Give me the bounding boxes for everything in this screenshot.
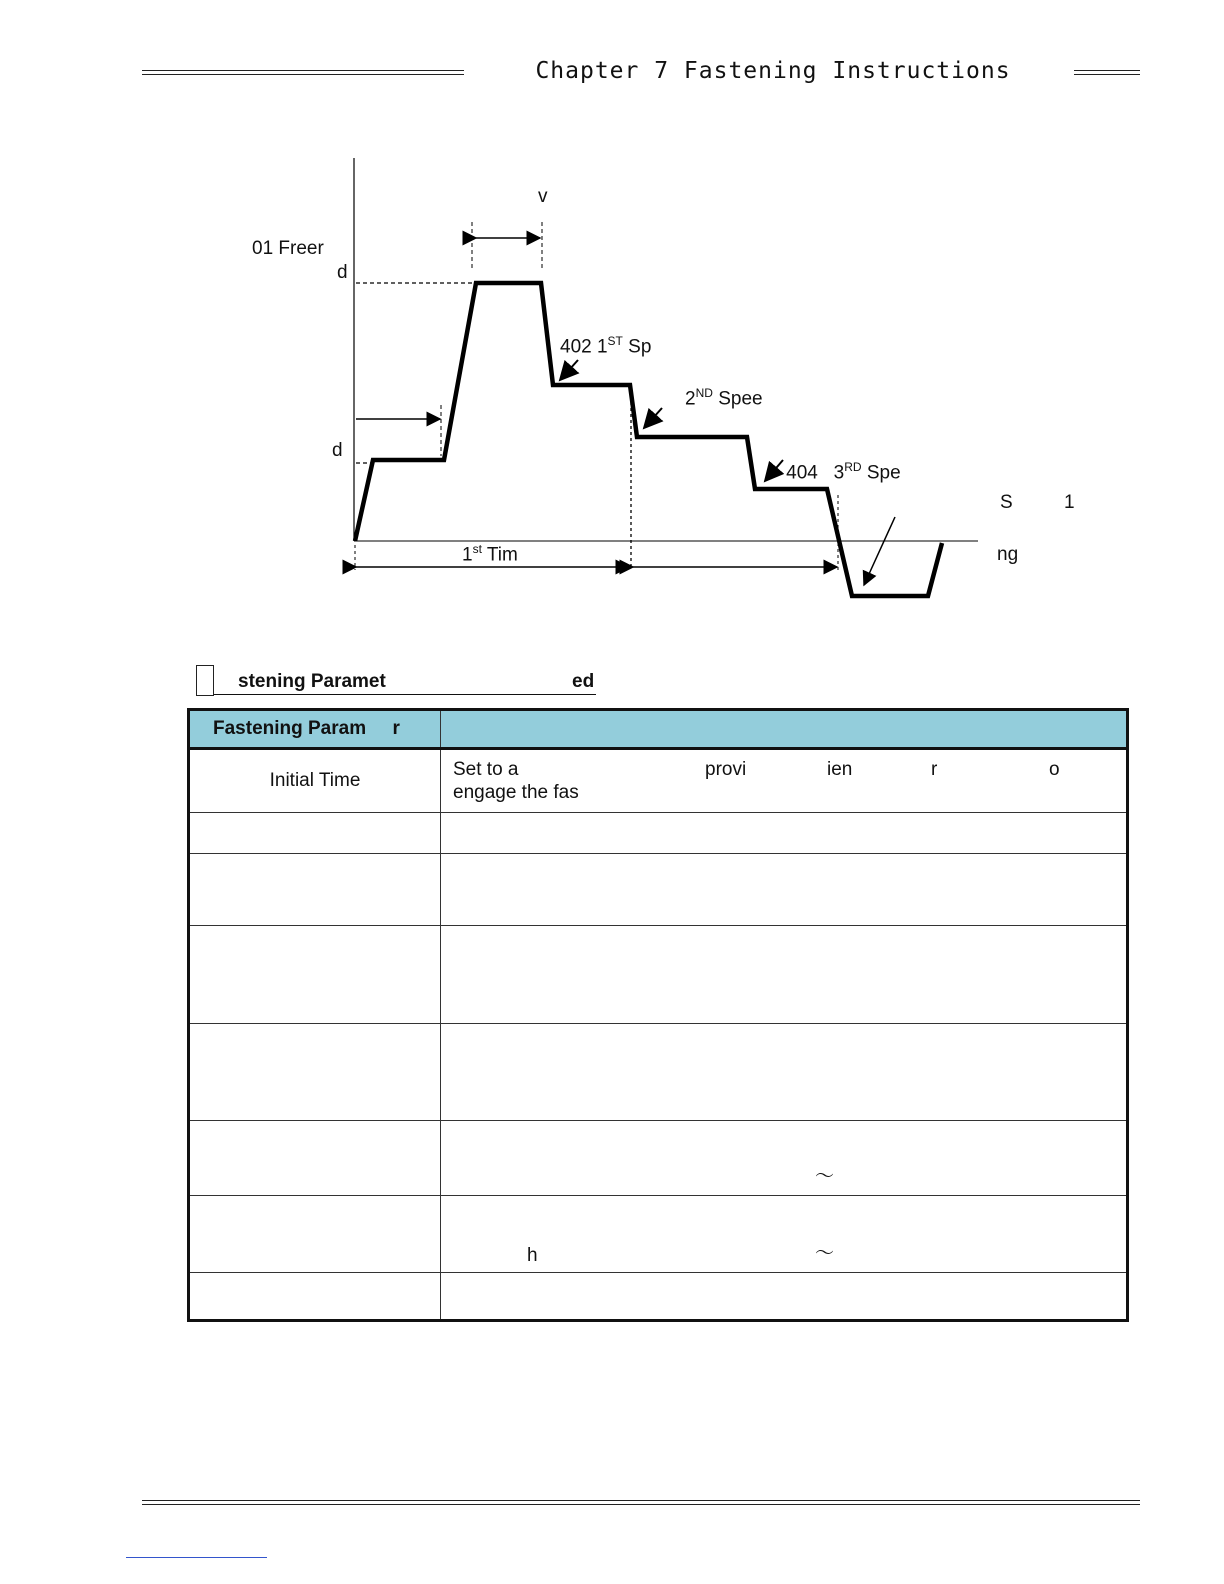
desc-frag: o [1049,759,1060,780]
label-first-time [460,542,520,566]
label-404-tail: Spe [861,462,901,484]
label-2nd-tail: Spee [712,388,763,410]
label-2nd-text: 2 [685,388,696,410]
row-name [189,926,441,1024]
row-desc [441,1196,1128,1273]
arrow-reverse [864,517,895,585]
label-402-tail: Sp [622,336,652,358]
table-header-row [189,710,1128,749]
desc-frag: Set to a [453,759,519,780]
row-desc [441,1121,1128,1196]
checkbox-glyph [196,665,214,696]
label-ng: ng [997,544,1019,565]
row-name [189,1196,441,1273]
label-v: v [538,186,548,207]
header-param-label: Fastening Param r [213,718,400,739]
label-402-text: 402 1 [560,336,608,358]
arrow-402 [560,360,578,380]
desc-frag: provi [705,759,747,780]
label-one: 1 [1064,492,1075,513]
table-row [189,926,1128,1024]
footer-rule [142,1500,1140,1505]
row-name [189,854,441,926]
row-name [189,1273,441,1321]
row-desc [441,1024,1128,1121]
tilde-glyph: ～ [815,1243,835,1264]
table-row [189,854,1128,926]
table-row [189,1024,1128,1121]
label-d-mid: d [332,440,343,461]
row-desc [441,854,1128,926]
row-desc-line1 [453,758,1125,781]
footer-link-underline[interactable] [126,1557,267,1558]
row-desc-line2: engage the fas [453,782,579,803]
header-description [441,710,1128,749]
table-row [189,749,1128,813]
label-402-first-speed [560,334,651,358]
label-freer: 01 Freer [252,238,324,259]
desc-frag: r [931,759,938,780]
label-time-text: 1 [462,544,473,566]
chapter-title: Chapter 7 Fastening Instructions [472,58,1074,84]
row-name [189,813,441,854]
label-2nd-sup: ND [695,386,713,400]
fastening-speed-diagram [0,0,1224,640]
row-desc [441,813,1128,854]
row-desc [441,926,1128,1024]
label-404-sup: RD [844,460,862,474]
label-404-text: 404 3 [786,462,845,484]
arrow-2nd [644,408,662,428]
label-time-tail: Tim [481,544,518,566]
label-404-third-speed [765,438,901,506]
table-row [189,1121,1128,1196]
label-second-speed [685,386,763,410]
table-row [189,1196,1128,1273]
section-underline [214,694,596,695]
header-param [189,710,441,749]
desc-h: h [527,1245,538,1266]
label-time-sup: st [472,542,482,556]
table-row [189,1273,1128,1321]
row-name [189,1024,441,1121]
label-s: S [1000,492,1013,513]
row-name: Initial Time [189,749,441,813]
label-402-sup: ST [607,334,623,348]
section-title-end: ed [572,671,595,692]
row-desc [441,749,1128,813]
row-desc [441,1273,1128,1321]
desc-frag: ien [827,759,853,780]
fastening-parameters-table [187,708,1129,1322]
tilde-glyph: ～ [815,1166,835,1187]
row-name [189,1121,441,1196]
label-d-top: d [337,262,348,283]
table-row [189,813,1128,854]
section-title: stening Paramet [238,671,386,692]
diagram-svg [0,0,1224,640]
